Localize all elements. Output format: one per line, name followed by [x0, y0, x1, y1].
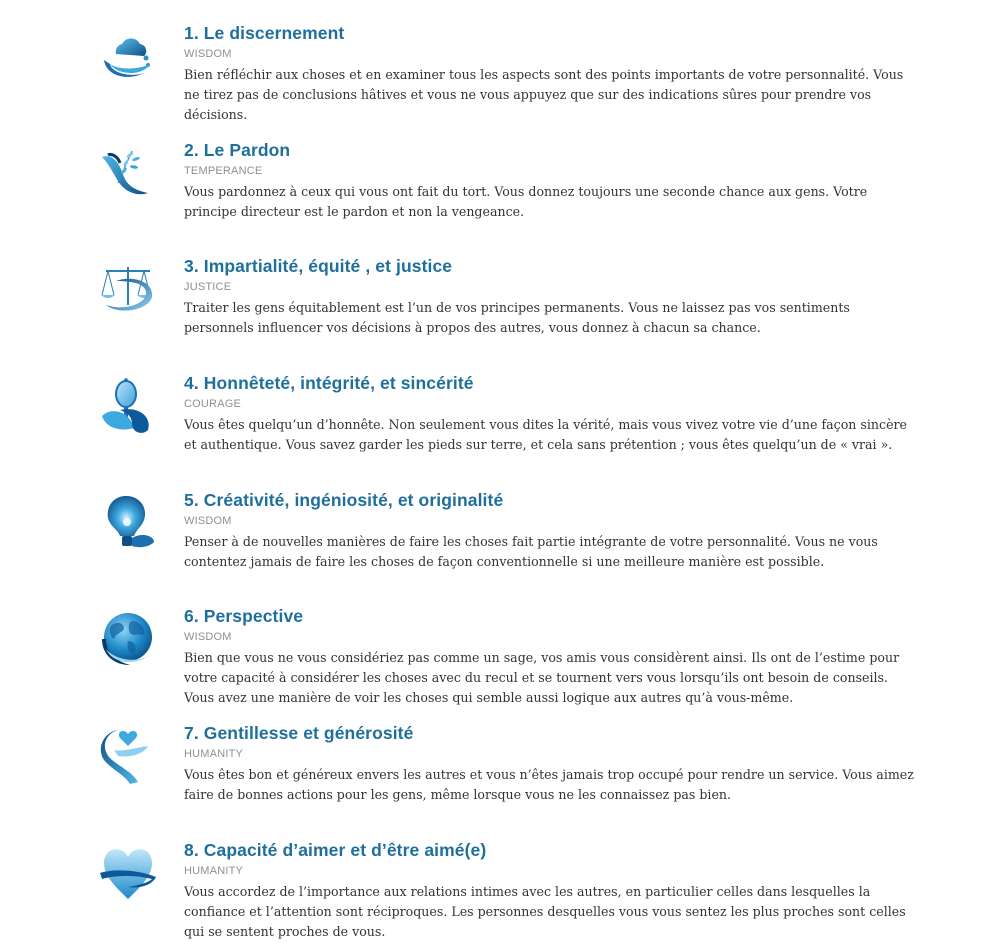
strength-content [184, 255, 924, 338]
strength-content [184, 139, 924, 222]
strength-title: 3. Impartialité, équité , et justice [184, 256, 453, 276]
cloud-globe-icon [98, 28, 158, 88]
strength-category: JUSTICE [184, 281, 232, 293]
globe-icon [98, 609, 158, 669]
strength-description: Traiter les gens équitablement est l’un de vos principes permanents. Vous ne laissez pas vos sentiments personnels influencer vos décisions à propos des autres, vous donnez à chacun sa chance. [184, 300, 850, 335]
strength-title: 5. Créativité, ingéniosité, et originalité [184, 490, 504, 510]
strength-title: 2. Le Pardon [184, 140, 291, 160]
strength-category: COURAGE [184, 398, 242, 410]
strength-category: TEMPERANCE [184, 165, 263, 177]
strength-title: 6. Perspective [184, 606, 304, 626]
mirror-icon [98, 376, 158, 436]
lightbulb-icon [98, 492, 158, 552]
scales-icon [98, 261, 158, 321]
strength-description: Vous êtes quelqu’un d’honnête. Non seulement vous dites la vérité, mais vous vivez votre vie d’une façon sincère et authentique. Vous savez garder les pieds sur terre, et cela sans prétention ; vous êtes quelqu’un de « vrai ». [184, 417, 907, 452]
strength-description: Vous êtes bon et généreux envers les autres et vous n’êtes jamais trop occupé pour rendre un service. Vous aimez faire de bonnes actions pour les gens, même lorsque vous ne les connaissez pas bien. [184, 767, 914, 802]
strength-title: 4. Honnêteté, intégrité, et sincérité [184, 373, 474, 393]
strength-title: 1. Le discernement [184, 23, 345, 43]
strength-description: Vous pardonnez à ceux qui vous ont fait du tort. Vous donnez toujours une seconde chance aux gens. Votre principe directeur est le pardon et non la vengeance. [184, 184, 868, 219]
olive-branch-icon [98, 143, 158, 203]
strength-content [184, 22, 924, 125]
strength-category: WISDOM [184, 48, 232, 60]
strength-description: Bien que vous ne vous considériez pas comme un sage, vos amis vous considèrent ainsi. Ils ont de l’estime pour votre capacité à considérer les choses avec du recul et se tournent vers vous lorsqu’ils ont besoin de conseils. Vous avez une manière de voir les choses qui semble aussi logique aux autres qu’à vous-même. [184, 650, 900, 705]
hand-heart-icon [98, 726, 158, 786]
strength-category: HUMANITY [184, 748, 244, 760]
strength-content [184, 839, 924, 942]
heart-icon [98, 843, 158, 903]
strength-description: Penser à de nouvelles manières de faire les choses fait partie intégrante de votre personnalité. Vous ne vous contentez jamais de faire les choses de façon conventionnelle si une meilleure manière est possible. [184, 534, 878, 569]
strength-content [184, 722, 924, 805]
strength-content [184, 372, 924, 455]
strength-title: 8. Capacité d’aimer et d’être aimé(e) [184, 840, 487, 860]
strength-description: Vous accordez de l’importance aux relations intimes avec les autres, en particulier celles dans lesquelles la confiance et l’attention sont réciproques. Les personnes desquelles vous vous sentez les plus proches sont celles qui se sentent proches de vous. [184, 884, 906, 939]
strength-description: Bien réfléchir aux choses et en examiner tous les aspects sont des points importants de votre personnalité. Vous ne tirez pas de conclusions hâtives et vous ne vous appuyez que sur des indications sûres pour prendre vos décisions. [184, 67, 904, 122]
strength-title: 7. Gentillesse et générosité [184, 723, 414, 743]
strength-category: HUMANITY [184, 865, 244, 877]
strength-category: WISDOM [184, 515, 232, 527]
strength-content [184, 489, 924, 572]
strength-content [184, 605, 924, 708]
strength-category: WISDOM [184, 631, 232, 643]
